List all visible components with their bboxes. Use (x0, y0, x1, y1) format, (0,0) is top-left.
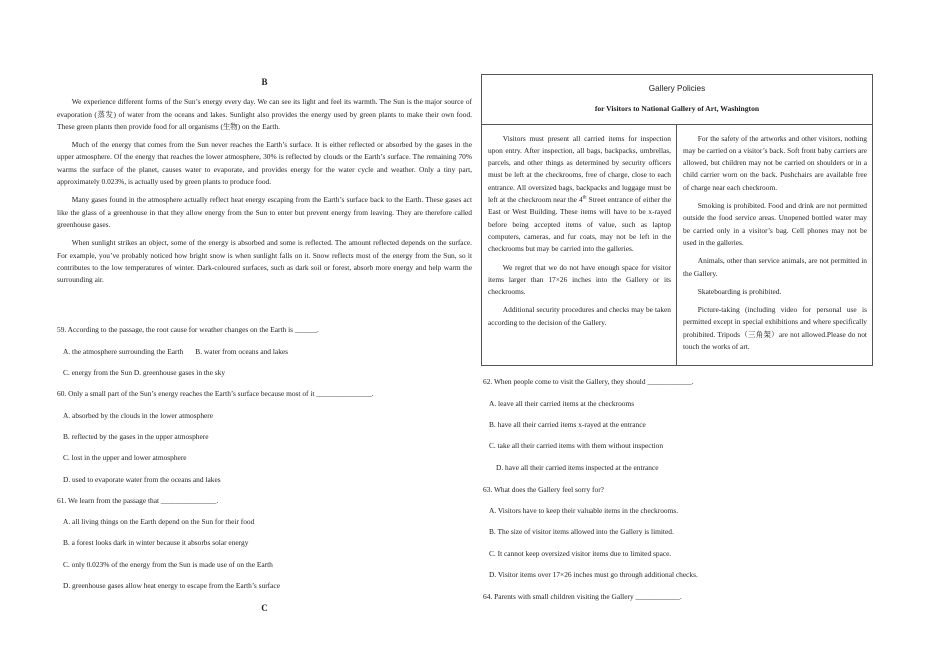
question-64-stem: 64. Parents with small children visiting the Gallery ____________. (483, 592, 682, 602)
gallery-policies-box (481, 74, 873, 366)
question-62-option-a: A. leave all their carried items at the checkrooms (489, 398, 635, 408)
policy-paragraph: For the safety of the artworks and other visitors, nothing may be carried on a visitor’s back. Soft front baby carriers are allowed, but children may not be carried on shoulders or in a child carrier worn on the back. Pushchairs are available free of charge near each checkroom. (683, 133, 867, 192)
policy-paragraph: Additional security procedures and checks may be taken according to the decision of the Gallery. (488, 305, 671, 327)
question-62-stem: 62. When people come to visit the Gallery, they should ____________. (483, 377, 694, 387)
policy-paragraph (488, 133, 671, 256)
policy-paragraph: Skateboarding is prohibited. (697, 286, 782, 296)
policy-text: Visitors must present all carried items for inspection upon entry. After inspection, all bags, backpacks, umbrellas, parcels, and other things as determined by security officers must be left at the checkrooms, free of charge, close to each entrance. All oversized bags, backpacks and luggage must be left at the checkroom near the 4 (488, 133, 671, 205)
policies-header (482, 75, 872, 125)
passage-paragraph: Much of the energy that comes from the Sun never reaches the Earth’s surface. It is either reflected or absorbed by the gases in the upper atmosphere. Of the energy that reaches the lower atmosphere, 30% is reflected by clouds or the Earth’s surface. The remaining 70% warms the surface of the planet, causes water to evaporate, and provides energy for the water cycle and weather. Only a tiny part, approximately 0.023%, is actually used by green plants to produce food. (57, 140, 472, 187)
question-60-option-a: A. absorbed by the clouds in the lower atmosphere (63, 410, 214, 420)
question-63-option-b: B. The size of visitor items allowed into the Gallery is limited. (489, 527, 674, 537)
policy-paragraph: Smoking is prohibited. Food and drink are not permitted outside the food service areas. Unopened bottled water may be carried only in a visitor’s bag. Cell phones may not be used in the galleries. (683, 201, 867, 247)
policies-left-column (482, 125, 677, 366)
policy-paragraph: Animals, other than service animals, are not permitted in the Gallery. (683, 256, 867, 278)
question-59-stem: 59. According to the passage, the root cause for weather changes on the Earth is ______. (57, 325, 319, 335)
passage-paragraph: When sunlight strikes an object, some of the energy is absorbed and some is reflected. The amount reflected depends on the surface. For example, you’ve probably noticed how bright snow is when sunlight falls on it. Snow reflects most of the energy from the Sun, so it contributes to the low temperatures of winter. Dark-coloured surfaces, such as dark soil or forest, absorb more energy and help warm the surrounding air. (57, 238, 472, 285)
question-60-option-c: C. lost in the upper and lower atmosphere (63, 453, 187, 463)
question-63-option-a: A. Visitors have to keep their valuable items in the checkrooms. (489, 506, 679, 516)
question-62-option-c: C. take all their carried items with them without inspection (489, 441, 664, 451)
policy-paragraph: Picture-taking (including video for personal use is permitted except in special exhibitions and where specifically prohibited. Tripods（三角架）are not allowed.Please do not touch the works of art. (683, 305, 867, 352)
question-59-option-a: A. the atmosphere surrounding the Earth (63, 346, 184, 356)
policy-paragraph: We regret that we do not have enough space for visitor items larger than 17×26 inches into the Gallery or its checkrooms. (488, 262, 671, 297)
question-61-option-a: A. all living things on the Earth depend on the Sun for their food (63, 517, 255, 527)
policies-right-column (677, 125, 872, 366)
question-63-stem: 63. What does the Gallery feel sorry for? (483, 484, 604, 494)
question-59-options-ab (63, 346, 472, 358)
policies-title: Gallery Policies (648, 84, 706, 93)
section-b-heading: B (261, 77, 268, 87)
policies-columns (482, 125, 872, 366)
question-61-option-d: D. greenhouse gases allow heat energy to escape from the Earth’s surface (63, 581, 280, 591)
policy-text: Street entrance of either the East or West Building. These items will have to be x-rayed before being accepted items of value, such as laptop computers, cameras, and fur coats, may not be left in the checkrooms but may be carried into the galleries. (488, 195, 671, 254)
question-61-option-b: B. a forest looks dark in winter because it absorbs solar energy (63, 538, 249, 548)
question-63-option-d: D. Visitor items over 17×26 inches must go through additional checks. (489, 570, 698, 580)
section-c-heading: C (261, 603, 268, 614)
question-60-option-b: B. reflected by the gases in the upper atmosphere (63, 431, 209, 441)
question-62-option-d: D. have all their carried items inspected at the entrance (496, 462, 659, 472)
policies-subtitle: for Visitors to National Gallery of Art, Washington (594, 104, 760, 114)
question-61-stem: 61. We learn from the passage that _______________. (57, 495, 219, 505)
left-column (57, 76, 472, 615)
question-59-option-b: B. water from oceans and lakes (195, 346, 289, 356)
question-60-stem: 60. Only a small part of the Sun’s energy reaches the Earth’s surface because most of it _______________. (57, 389, 374, 399)
question-62-option-b: B. have all their carried items x-rayed at the entrance (489, 419, 646, 429)
question-59-options-cd: C. energy from the Sun D. greenhouse gases in the sky (63, 368, 226, 378)
passage-paragraph: Many gases found in the atmosphere actually reflect heat energy escaping from the Earth’s surface back to the Earth. These gases act like the glass of a greenhouse in that they allow energy from the Sun to enter but prevent energy from leaving. They are therefore called greenhouse gases. (57, 195, 472, 229)
question-61-option-c: C. only 0.023% of the energy from the Sun is made use of on the Earth (63, 559, 273, 569)
question-63-option-c: C. It cannot keep oversized visitor items due to limited space. (489, 548, 672, 558)
question-60-option-d: D. used to evaporate water from the oceans and lakes (63, 474, 221, 484)
policy-superscript: th (582, 195, 587, 201)
right-column (481, 74, 873, 604)
passage-paragraph: We experience different forms of the Sun’s energy every day. We can see its light and feel its warmth. The Sun is the major source of evaporation (蒸发) of water from the oceans and lakes. Sunlight also provides the energy used by green plants to make their own food. These green plants then provide food for all organisms (生物) on the Earth. (57, 97, 472, 131)
